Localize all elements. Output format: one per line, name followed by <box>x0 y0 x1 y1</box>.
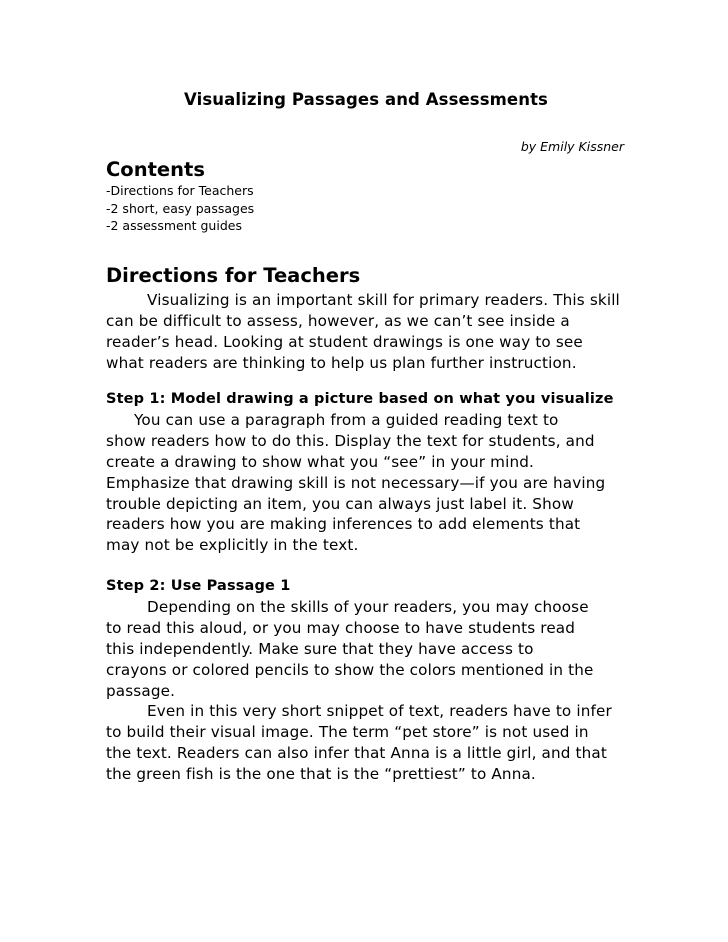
text-line: passage. <box>106 681 176 700</box>
text-line: trouble depicting an item, you can always just label it. Show <box>106 494 574 513</box>
step2-section <box>106 576 626 785</box>
text-line: may not be explicitly in the text. <box>106 536 359 555</box>
step1-section <box>106 389 626 556</box>
text-line: can be difficult to assess, however, as we can’t see inside a <box>106 311 570 330</box>
text-line: the green fish is the one that is the “prettiest” to Anna. <box>106 765 536 784</box>
text-line: create a drawing to show what you “see” in your mind. <box>106 452 534 471</box>
text-line: Even in this very short snippet of text, readers have to infer <box>147 702 612 721</box>
text-line: Emphasize that drawing skill is not necessary—if you are having <box>106 473 606 492</box>
contents-list <box>106 182 254 235</box>
document-title: Visualizing Passages and Assessments <box>184 90 548 109</box>
text-line: crayons or colored pencils to show the colors mentioned in the <box>106 660 594 679</box>
text-line: reader’s head. Looking at student drawings is one way to see <box>106 332 583 351</box>
text-line: readers how you are making inferences to add elements that <box>106 515 581 534</box>
text-line: Visualizing is an important skill for primary readers. This skill <box>147 291 620 309</box>
text-line: to build their visual image. The term “pet store” is not used in <box>106 723 589 742</box>
text-line: show readers how to do this. Display the text for students, and <box>106 431 595 450</box>
text-line: what readers are thinking to help us plan further instruction. <box>106 353 577 372</box>
text-line: the text. Readers can also infer that Anna is a little girl, and that <box>106 744 607 763</box>
text-line: this independently. Make sure that they have access to <box>106 639 534 658</box>
directions-paragraph <box>106 290 626 374</box>
contents-heading: Contents <box>106 158 205 181</box>
step1-heading: Step 1: Model drawing a picture based on what you visualize <box>106 391 614 407</box>
contents-item: -2 short, easy passages <box>106 200 255 216</box>
contents-item: -Directions for Teachers <box>106 183 254 198</box>
text-line: Depending on the skills of your readers, you may choose <box>147 597 589 616</box>
step2-heading: Step 2: Use Passage 1 <box>106 578 291 594</box>
directions-heading: Directions for Teachers <box>106 264 361 287</box>
text-line: to read this aloud, or you may choose to have students read <box>106 618 576 637</box>
text-line: You can use a paragraph from a guided reading text to <box>134 410 559 429</box>
author-byline: by Emily Kissner <box>520 139 624 154</box>
contents-item: -2 assessment guides <box>106 218 242 234</box>
